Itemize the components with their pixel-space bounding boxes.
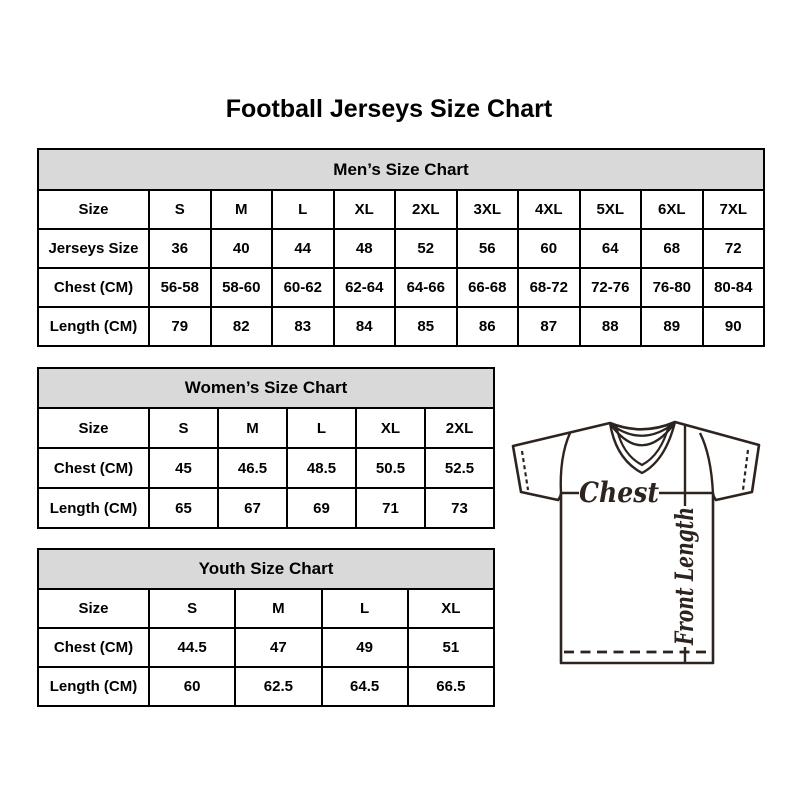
size-value-cell: 50.5 — [356, 448, 425, 488]
size-value-cell: XL — [356, 408, 425, 448]
row-label-cell: Length (CM) — [38, 667, 149, 706]
size-value-cell: 89 — [641, 307, 703, 346]
row-label-cell: Size — [38, 589, 149, 628]
size-value-cell: 52.5 — [425, 448, 494, 488]
size-value-cell: 2XL — [425, 408, 494, 448]
size-value-cell: 66.5 — [408, 667, 494, 706]
size-value-cell: M — [211, 190, 273, 229]
size-value-cell: 86 — [457, 307, 519, 346]
youth-table-row — [38, 628, 494, 667]
size-value-cell: S — [149, 408, 218, 448]
row-label-cell: Size — [38, 190, 149, 229]
size-value-cell: 85 — [395, 307, 457, 346]
row-label-cell: Chest (CM) — [38, 628, 149, 667]
youth-table-row — [38, 667, 494, 706]
size-value-cell: 49 — [322, 628, 408, 667]
size-value-cell: 2XL — [395, 190, 457, 229]
row-label-cell: Length (CM) — [38, 488, 149, 528]
size-value-cell: 47 — [235, 628, 321, 667]
size-value-cell: 88 — [580, 307, 642, 346]
page-title: Football Jerseys Size Chart — [225, 95, 553, 123]
size-value-cell: 73 — [425, 488, 494, 528]
womens-table-row — [38, 488, 494, 528]
size-value-cell: 66-68 — [457, 268, 519, 307]
size-value-cell: 72 — [703, 229, 765, 268]
size-value-cell: 83 — [272, 307, 334, 346]
size-value-cell: 64.5 — [322, 667, 408, 706]
size-value-cell: 65 — [149, 488, 218, 528]
front-length-measure-label: Front Length — [670, 460, 699, 645]
youth-table-row — [38, 589, 494, 628]
row-label-cell: Chest (CM) — [38, 448, 149, 488]
size-value-cell: M — [235, 589, 321, 628]
size-value-cell: L — [272, 190, 334, 229]
mens-table-row — [38, 268, 764, 307]
size-value-cell: S — [149, 589, 235, 628]
size-value-cell: 84 — [334, 307, 396, 346]
size-value-cell: 48.5 — [287, 448, 356, 488]
jersey-measurement-diagram — [495, 396, 775, 688]
size-value-cell: 40 — [211, 229, 273, 268]
size-value-cell: 44 — [272, 229, 334, 268]
size-value-cell: 7XL — [703, 190, 765, 229]
size-value-cell: 58-60 — [211, 268, 273, 307]
size-value-cell: 60 — [518, 229, 580, 268]
size-value-cell: 4XL — [518, 190, 580, 229]
size-value-cell: L — [287, 408, 356, 448]
size-value-cell: 51 — [408, 628, 494, 667]
size-value-cell: 52 — [395, 229, 457, 268]
size-value-cell: 90 — [703, 307, 765, 346]
size-value-cell: 48 — [334, 229, 396, 268]
size-value-cell: 46.5 — [218, 448, 287, 488]
size-value-cell: 62-64 — [334, 268, 396, 307]
size-value-cell: 36 — [149, 229, 211, 268]
size-value-cell: 45 — [149, 448, 218, 488]
womens-size-table — [37, 367, 495, 529]
size-value-cell: 67 — [218, 488, 287, 528]
size-value-cell: 71 — [356, 488, 425, 528]
size-value-cell: 3XL — [457, 190, 519, 229]
size-value-cell: 68-72 — [518, 268, 580, 307]
row-label-cell: Jerseys Size — [38, 229, 149, 268]
size-value-cell: 44.5 — [149, 628, 235, 667]
row-label-cell: Length (CM) — [38, 307, 149, 346]
size-value-cell: 60 — [149, 667, 235, 706]
size-value-cell: 69 — [287, 488, 356, 528]
row-label-cell: Size — [38, 408, 149, 448]
size-value-cell: 60-62 — [272, 268, 334, 307]
size-value-cell: 56-58 — [149, 268, 211, 307]
size-value-cell: L — [322, 589, 408, 628]
size-value-cell: XL — [334, 190, 396, 229]
womens-table-row — [38, 408, 494, 448]
size-value-cell: S — [149, 190, 211, 229]
size-value-cell: 64-66 — [395, 268, 457, 307]
size-value-cell: 80-84 — [703, 268, 765, 307]
size-value-cell: 56 — [457, 229, 519, 268]
mens-table-row — [38, 229, 764, 268]
size-value-cell: 72-76 — [580, 268, 642, 307]
womens-table-title: Women’s Size Chart — [38, 368, 494, 408]
mens-table-row — [38, 307, 764, 346]
youth-table-title: Youth Size Chart — [38, 549, 494, 589]
size-value-cell: 76-80 — [641, 268, 703, 307]
mens-table-row — [38, 190, 764, 229]
mens-size-table — [37, 148, 765, 347]
size-value-cell: M — [218, 408, 287, 448]
womens-table-row — [38, 448, 494, 488]
jersey-outline-shape — [513, 422, 759, 663]
size-value-cell: XL — [408, 589, 494, 628]
size-value-cell: 62.5 — [235, 667, 321, 706]
size-value-cell: 87 — [518, 307, 580, 346]
row-label-cell: Chest (CM) — [38, 268, 149, 307]
size-value-cell: 5XL — [580, 190, 642, 229]
size-value-cell: 79 — [149, 307, 211, 346]
youth-size-table — [37, 548, 495, 707]
mens-table-title: Men’s Size Chart — [38, 149, 764, 190]
size-value-cell: 68 — [641, 229, 703, 268]
chest-measure-label: Chest — [579, 476, 660, 509]
size-value-cell: 64 — [580, 229, 642, 268]
size-value-cell: 6XL — [641, 190, 703, 229]
size-value-cell: 82 — [211, 307, 273, 346]
